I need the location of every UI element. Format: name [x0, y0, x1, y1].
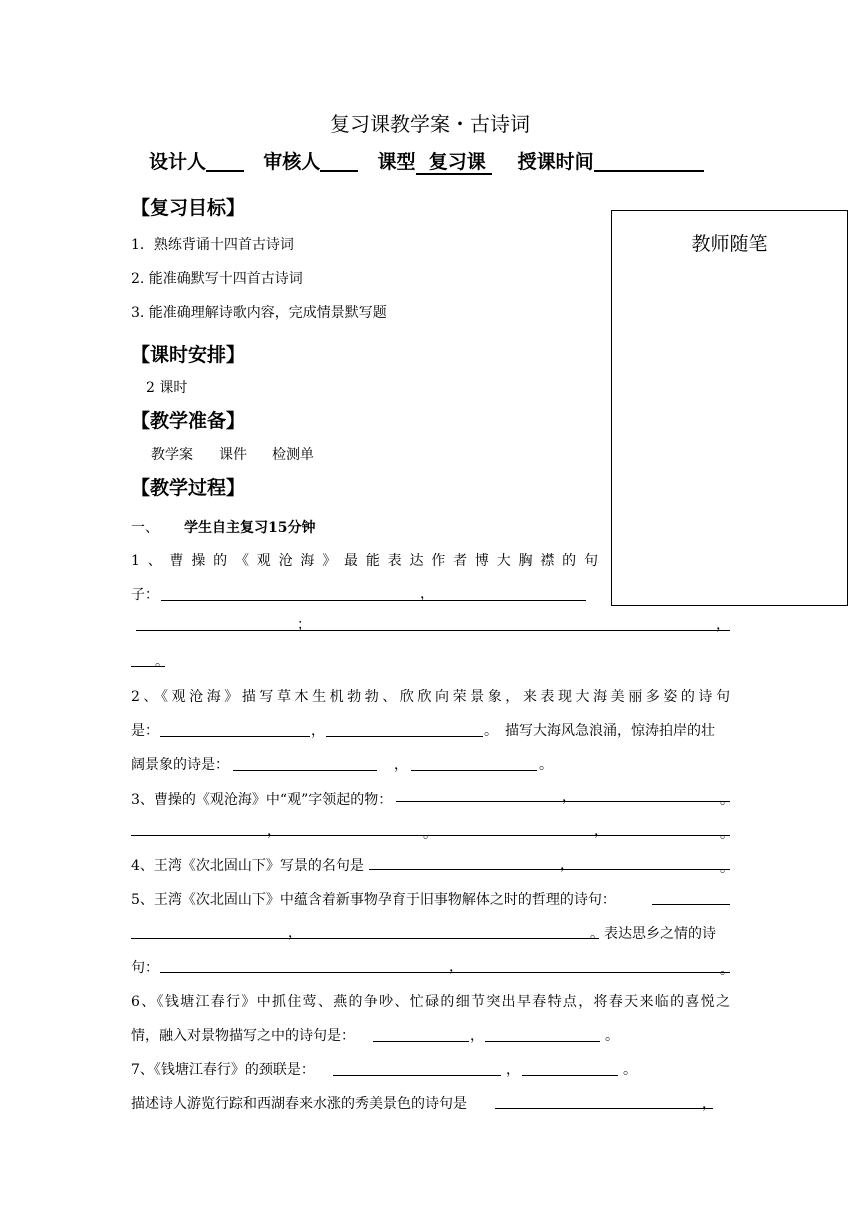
answer-blank: [522, 1075, 618, 1076]
q6-line2-prefix: 情，融入对景物描写之中的诗句是：: [131, 1028, 355, 1044]
answer-blank: [131, 938, 599, 939]
prep-item-courseware: 课件: [219, 447, 247, 463]
q3-period: 。: [720, 792, 734, 808]
q1-comma: ，: [420, 586, 434, 602]
answer-blank: [369, 869, 730, 870]
answer-blank: [160, 736, 310, 737]
q1-semicolon: ；: [297, 617, 311, 633]
answer-blank: [233, 770, 377, 771]
q1-line2-prefix: 子：: [131, 587, 159, 603]
answer-blank: [160, 972, 730, 973]
answer-blank: [333, 1075, 501, 1076]
q3-comma3: ，: [594, 823, 608, 839]
q5-period: 。: [590, 926, 604, 942]
q2-line1: 2、《观沧海》描写草木生机勃勃、欣欣向荣景象，来表现大海美丽多姿的诗句: [131, 689, 730, 705]
answer-blank: [485, 1041, 600, 1042]
q3-comma: ，: [562, 789, 576, 805]
q6-comma: ，: [470, 1028, 484, 1044]
designer-blank: [206, 150, 244, 172]
q1-line1: 1、曹操的《观沧海》最能表达作者博大胸襟的句: [131, 553, 598, 569]
step-number: 一、: [131, 520, 159, 536]
q2-comma2: ，: [394, 757, 408, 773]
q5-comma: ，: [288, 925, 302, 941]
answer-blank: [161, 600, 586, 601]
prep-item-plan: 教学案: [151, 447, 193, 463]
q1-comma2: ，: [716, 617, 730, 633]
section-goals-heading: 【复习目标】: [131, 197, 246, 219]
q6-line1: 6、《钱塘江春行》中抓住莺、燕的争吵、忙碌的细节突出早春特点，将春天来临的喜悦之: [131, 994, 730, 1010]
q5-line3-prefix: 句：: [131, 960, 159, 976]
q7-period: 。: [623, 1062, 637, 1078]
q3-period3: 。: [720, 826, 734, 842]
reviewer-label: 审核人: [263, 151, 321, 173]
step-title: 学生自主复习15分钟: [184, 520, 316, 536]
section-schedule-heading: 【课时安排】: [131, 344, 246, 366]
q5-comma2: ，: [449, 959, 463, 975]
answer-blank: [411, 770, 537, 771]
q4-comma: ，: [560, 857, 574, 873]
q2-line2-suffix: 描写大海风急浪涌，惊涛拍岸的壮: [505, 723, 715, 739]
q2-line2-prefix: 是：: [131, 723, 159, 739]
answer-blank: [136, 630, 730, 631]
q7-comma2: ，: [702, 1096, 716, 1112]
goal-item: 3. 能准确理解诗歌内容，完成情景默写题: [131, 305, 387, 321]
q6-period: 。: [605, 1028, 619, 1044]
q3-period2: 。: [423, 826, 437, 842]
q2-line3-prefix: 阔景象的诗是：: [131, 757, 229, 773]
q5-line2-suffix: 表达思乡之情的诗: [604, 926, 716, 942]
q5-period2: 。: [720, 962, 734, 978]
reviewer-blank: [320, 150, 358, 172]
answer-blank: [652, 904, 730, 905]
q2-period: 。: [484, 723, 498, 739]
answer-blank: [373, 1041, 469, 1042]
type-label: 课型: [377, 151, 416, 173]
section-prep-heading: 【教学准备】: [131, 410, 246, 432]
prep-item-checklist: 检测单: [272, 447, 314, 463]
q5-line1: 5、王湾《次北固山下》中蕴含着新事物孕育于旧事物解体之时的哲理的诗句：: [131, 892, 616, 908]
q7-line1: 7、《钱塘江春行》的颈联是：: [131, 1062, 315, 1078]
meta-line: [149, 147, 704, 174]
designer-label: 设计人: [149, 151, 207, 173]
time-blank: [594, 150, 704, 172]
q3-comma2: ，: [267, 823, 281, 839]
answer-blank: [326, 736, 483, 737]
q2-comma: ，: [311, 723, 325, 739]
teacher-notes-box: [611, 210, 848, 606]
page-title: 复习课教学案・古诗词: [330, 112, 530, 136]
q4-period: 。: [720, 860, 734, 876]
q4-line1: 4、王湾《次北固山下》写景的名句是: [131, 858, 364, 874]
type-value: 复习课: [416, 151, 493, 175]
goal-item: 1．熟练背诵十四首古诗词: [131, 237, 294, 253]
q2-period2: 。: [539, 757, 553, 773]
time-label: 授课时间: [517, 151, 594, 173]
q7-line2: 描述诗人游览行踪和西湖春来水涨的秀美景色的诗句是: [131, 1096, 467, 1112]
q1-period: 。: [155, 654, 169, 670]
goal-item: 2. 能准确默写十四首古诗词: [131, 271, 303, 287]
q7-comma: ，: [506, 1062, 520, 1078]
teacher-notes-title: 教师随笔: [691, 233, 768, 255]
section-process-heading: 【教学过程】: [131, 477, 246, 499]
q3-line1: 3、曹操的《观沧海》中“观”字领起的物：: [131, 792, 393, 808]
schedule-text: 2 课时: [146, 380, 188, 396]
answer-blank: [495, 1108, 713, 1109]
